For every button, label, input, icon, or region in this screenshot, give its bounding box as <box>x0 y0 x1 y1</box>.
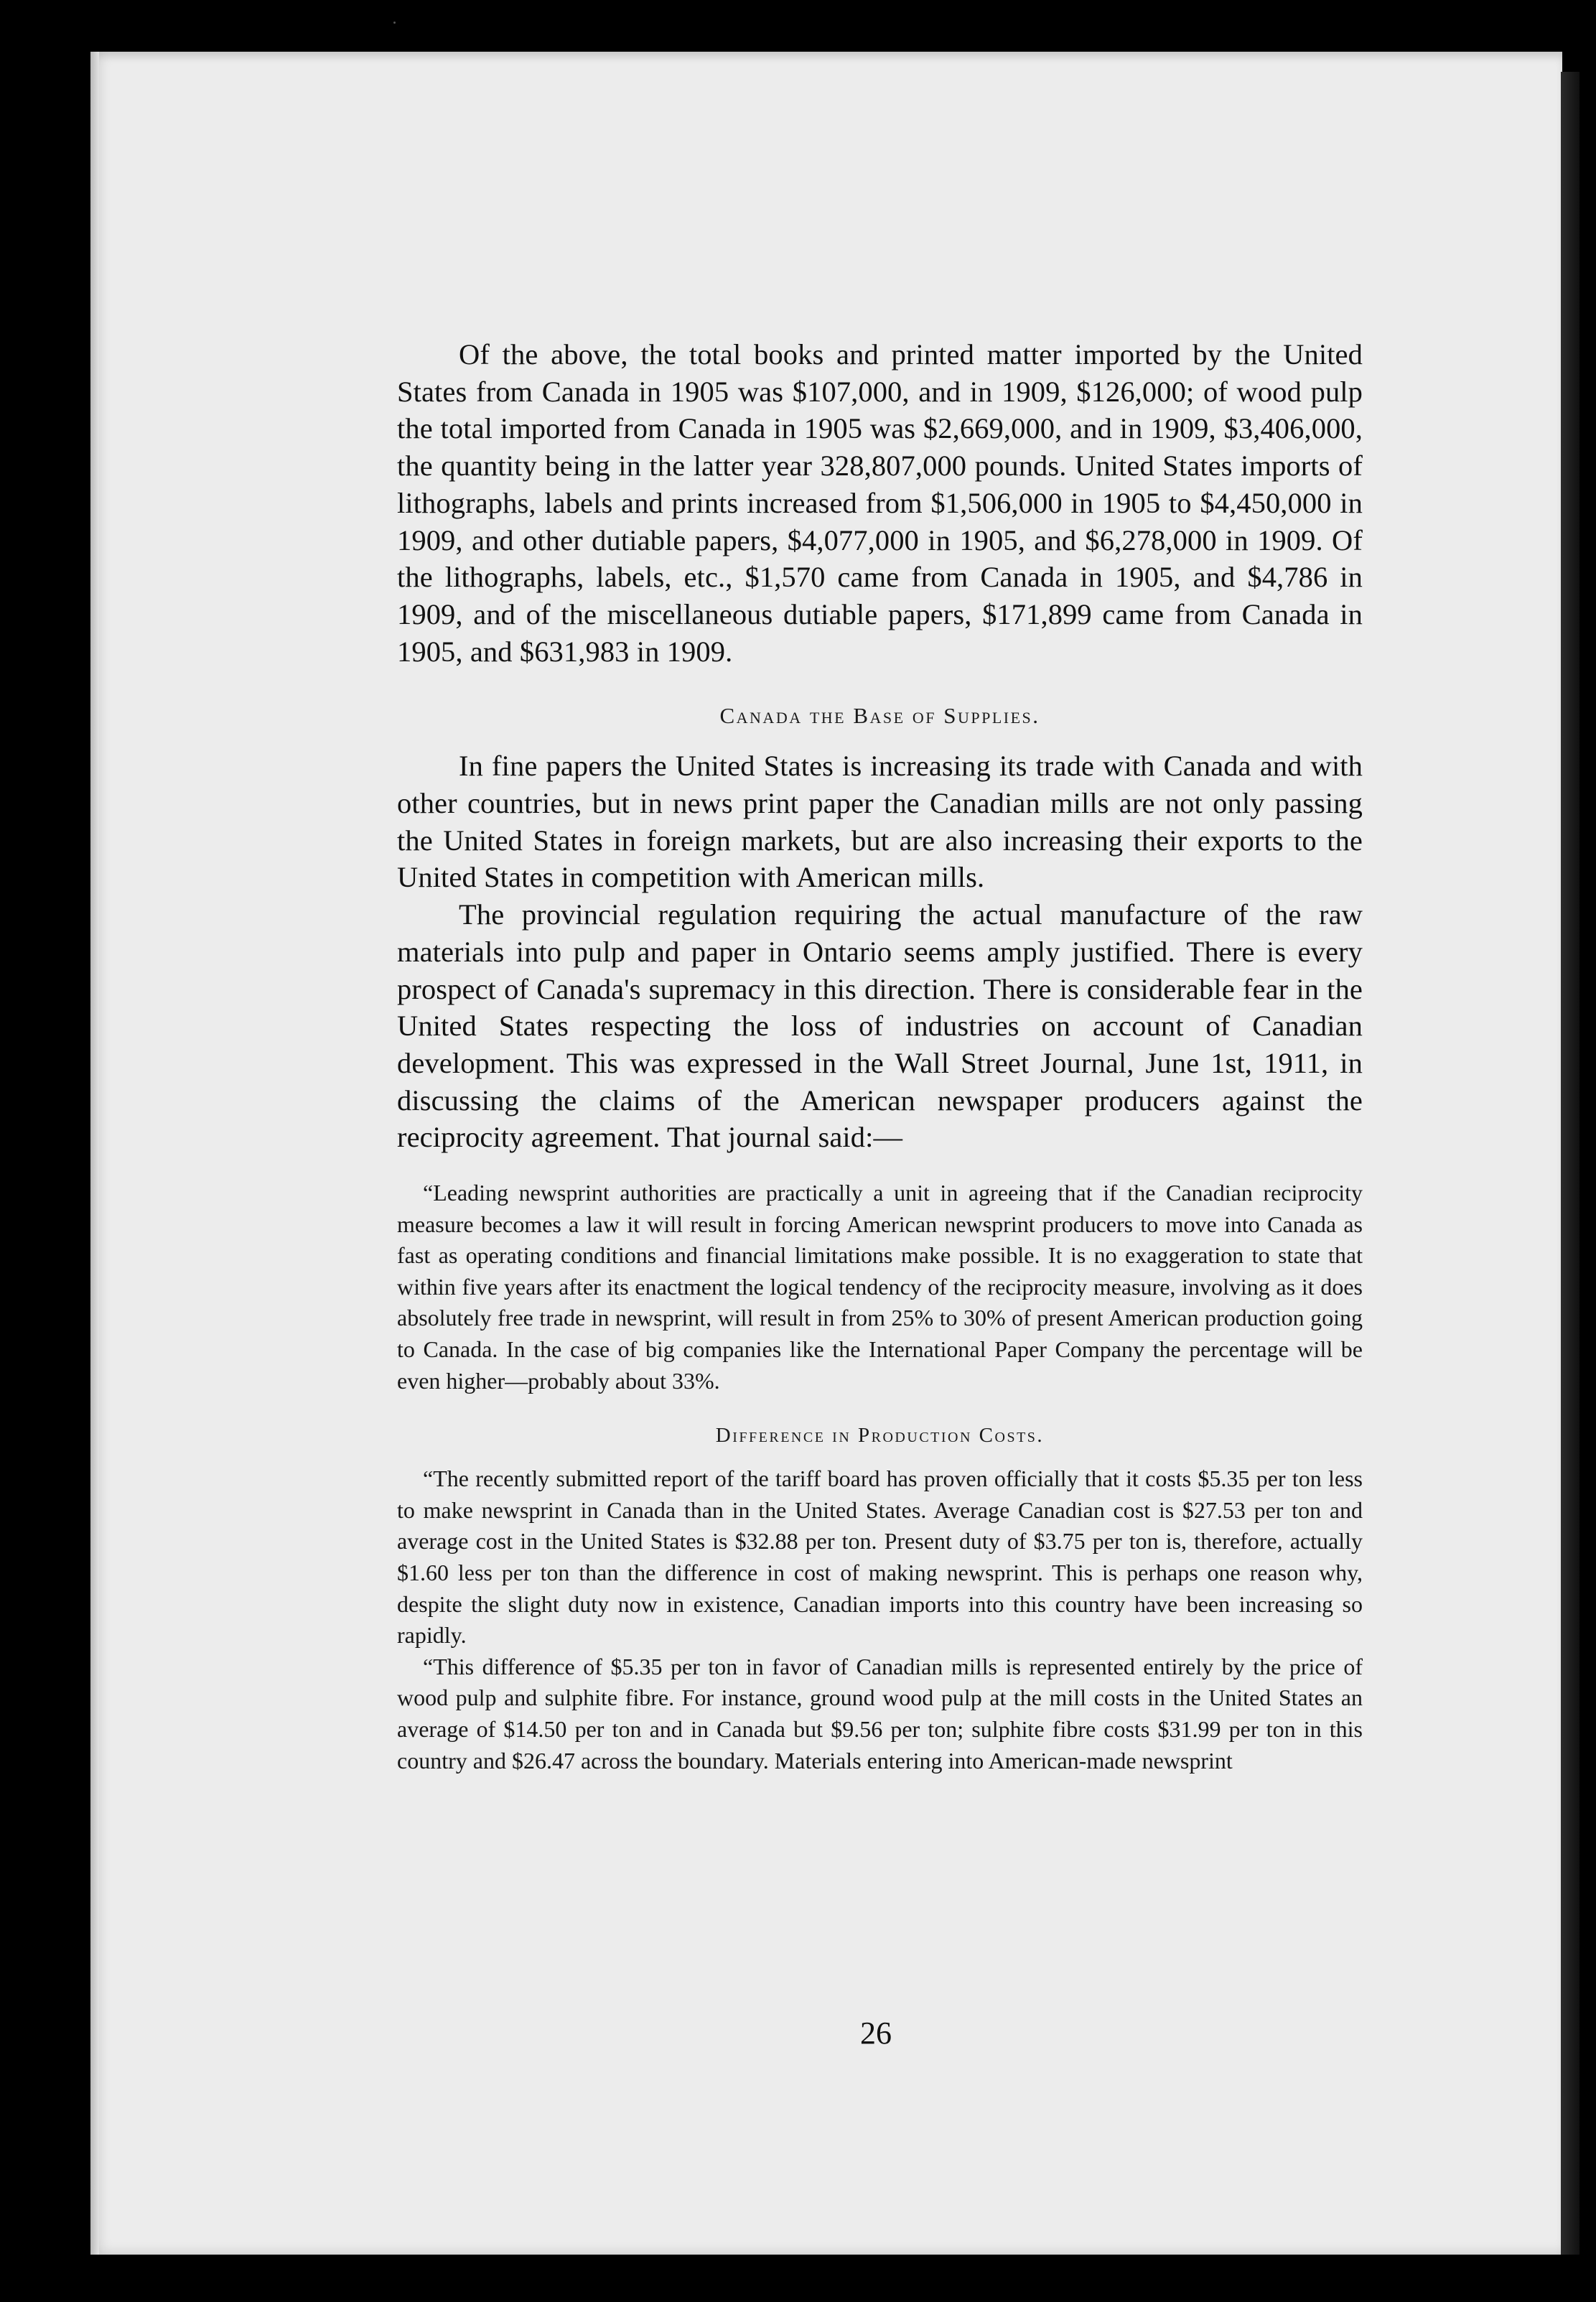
page-number: 26 <box>860 2016 892 2051</box>
body-paragraph-fine-papers: In fine papers the United States is increasing its trade with Canada and with other countries, but in news print paper the Canadian mills are not only passing the United States in foreign markets, but are also increasing their exports to the United States in competition with American mills. <box>397 750 1363 894</box>
body-paragraph-imports: Of the above, the total books and printed matter imported by the United States from Canada in 1905 was $107,000, and in 1909, $126,000; of wood pulp the total imported from Canada in 1905 was $2,669,000, and in 1909, $3,406,000, the quantity being in the latter year 328,807,000 pounds. United States imports of lithographs, labels and prints increased from $1,506,000 in 1905 to $4,450,000 in 1909, and other dutiable papers, $4,077,000 in 1905, and $6,278,000 in 1909. Of the lithographs, labels, etc., $1,570 came from Canada in 1905, and $4,786 in 1909, and of the miscellaneous dutiable papers, $171,899 came from Canada in 1905, and $631,983 in 1909. <box>397 338 1363 668</box>
section-heading-canada-base: Canada the Base of Supplies. <box>719 703 1040 729</box>
scan-speck <box>393 22 396 24</box>
section-heading-production-costs: Difference in Production Costs. <box>715 1424 1045 1448</box>
page-binding-shadow <box>90 52 99 2255</box>
quote-paragraph-newsprint-authorities: “Leading newsprint authorities are practically a unit in agreeing that if the Canadian reciprocity measure becomes a law it will result in forcing American newsprint producers to move into Canada as fast as operating conditions and financial limitations make possible. It is no exaggeration to state that within five years after its enactment the logical tendency of the reciprocity measure, involving as it does absolutely free trade in newsprint, will result in from 25% to 30% of present American production going to Canada. In the case of big companies like the International Paper Company the percentage will be even higher—probably about 33%. <box>397 1180 1363 1394</box>
quote-paragraph-tariff-board: “The recently submitted report of the tariff board has proven officially that it costs $5.35 per ton less to make newsprint in Canada than in the United States. Average Canadian cost is $27.53 per ton and average cost in the United States is $32.88 per ton. Present duty of $3.75 per ton is, therefore, actually $1.60 less per ton than the difference in cost of making newsprint. This is perhaps one reason why, despite the slight duty now in existence, Canadian imports into this country have been increasing so rapidly. <box>397 1465 1363 1649</box>
page-right-edge <box>1561 72 1579 2255</box>
page-content <box>397 336 1363 1776</box>
body-paragraph-provincial-regulation: The provincial regulation requiring the actual manufacture of the raw materials into pulp and paper in Ontario seems amply justified. There is every prospect of Canada's supremacy in this direction. There is considerable fear in the United States respecting the loss of industries on account of Canadian development. This was expressed in the Wall Street Journal, June 1st, 1911, in discussing the claims of the American newspaper producers against the reciprocity agreement. That journal said:— <box>397 898 1363 1154</box>
quote-paragraph-cost-difference: “This difference of $5.35 per ton in favor of Canadian mills is represented entirely by the price of wood pulp and sulphite fibre. For instance, ground wood pulp at the mill costs in the United States an average of $14.50 per ton and in Canada but $9.56 per ton; sulphite fibre costs $31.99 per ton in this country and $26.47 across the boundary. Materials entering into American-made newsprint <box>397 1653 1363 1774</box>
